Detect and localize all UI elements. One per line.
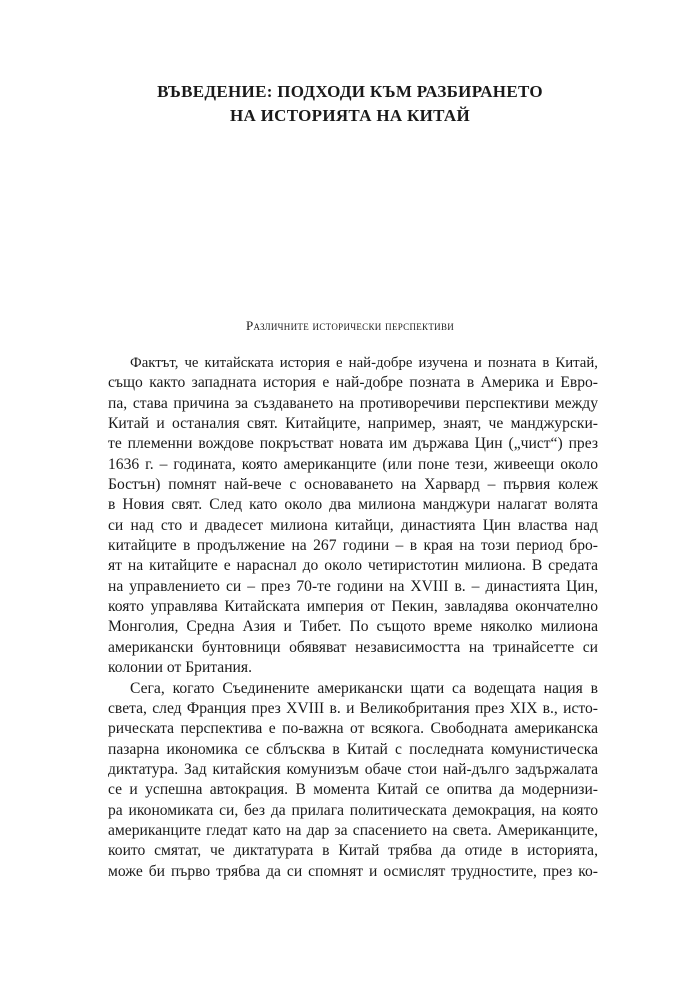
text-line: те племенни вождове покръстват новата им държава Цин („чист“) през — [108, 435, 598, 453]
text-line: които смятат, че диктатурата в Китай трябва да отиде в историята, — [108, 842, 598, 860]
text-line: китайците в продължение на 267 години – в края на този период бро- — [108, 537, 598, 555]
text-line: Бостън) помнят най-вече с основаването на Харвард – първия колеж — [108, 476, 598, 494]
text-line: на управлението си – през 70-те години на XVIII в. – династията Цин, — [108, 577, 598, 595]
text-line: американски бунтовници обявяват независимостта на тринайсетте си — [108, 638, 598, 656]
text-line: която управлява Китайската империя от Пекин, завладява окончателно — [108, 598, 598, 616]
text-line: Фактът, че китайската история е най-добре изучена и позната в Китай, — [130, 355, 598, 371]
text-line: ра икономиката си, без да прилага политическата демокрация, на която — [108, 801, 598, 819]
text-line: ят на китайците е нараснал до около четиристотин милиона. В средата — [108, 557, 598, 575]
section-heading: Различните исторически перспективи — [245, 318, 455, 333]
body-text — [108, 353, 598, 882]
text-line: може би първо трябва да си спомнят и осмислят трудностите, през ко- — [108, 862, 598, 880]
text-line: диктатура. Зад китайския комунизъм обаче стои най-дълго задържалата — [108, 760, 598, 778]
text-line: се и успешна автокрация. В момента Китай се опитва да модернизи- — [108, 781, 598, 799]
chapter-title-line-1: ВЪВЕДЕНИЕ: ПОДХОДИ КЪМ РАЗБИРАНЕТО — [157, 82, 543, 101]
text-line: колонии от Британия. — [108, 659, 252, 677]
text-line: Китай и останалия свят. Китайците, например, знаят, че манджурски- — [108, 415, 598, 433]
text-line: света, след Франция през XVIII в. и Великобритания през XIX в., исто- — [108, 699, 598, 717]
text-line: в Новия свят. След като около два милиона манджури налагат волята — [108, 496, 598, 514]
text-line: Сега, когато Съединените американски щати са водещата нация в — [130, 679, 598, 697]
text-line: 1636 г. – годината, която американците (или поне тези, живеещи около — [108, 455, 598, 473]
text-line: Монголия, Средна Азия и Тибет. По същото време няколко милиона — [108, 618, 598, 636]
text-line: също както западната история е най-добре позната в Америка и Евро- — [108, 374, 598, 392]
text-line: па, става причина за създаването на противоречиви перспективи между — [108, 394, 598, 412]
text-line: си над сто и двадесет милиона китайци, династията Цин властва над — [108, 516, 598, 534]
chapter-title — [80, 80, 620, 128]
chapter-title-line-2: НА ИСТОРИЯТА НА КИТАЙ — [229, 106, 471, 125]
text-line: пазарна икономика се сблъсква в Китай с последната комунистическа — [108, 740, 598, 758]
text-line: американците гледат като на дар за спасението на света. Американците, — [108, 821, 598, 839]
text-line: рическата перспектива е по-важна от всякога. Свободната американска — [108, 720, 598, 738]
